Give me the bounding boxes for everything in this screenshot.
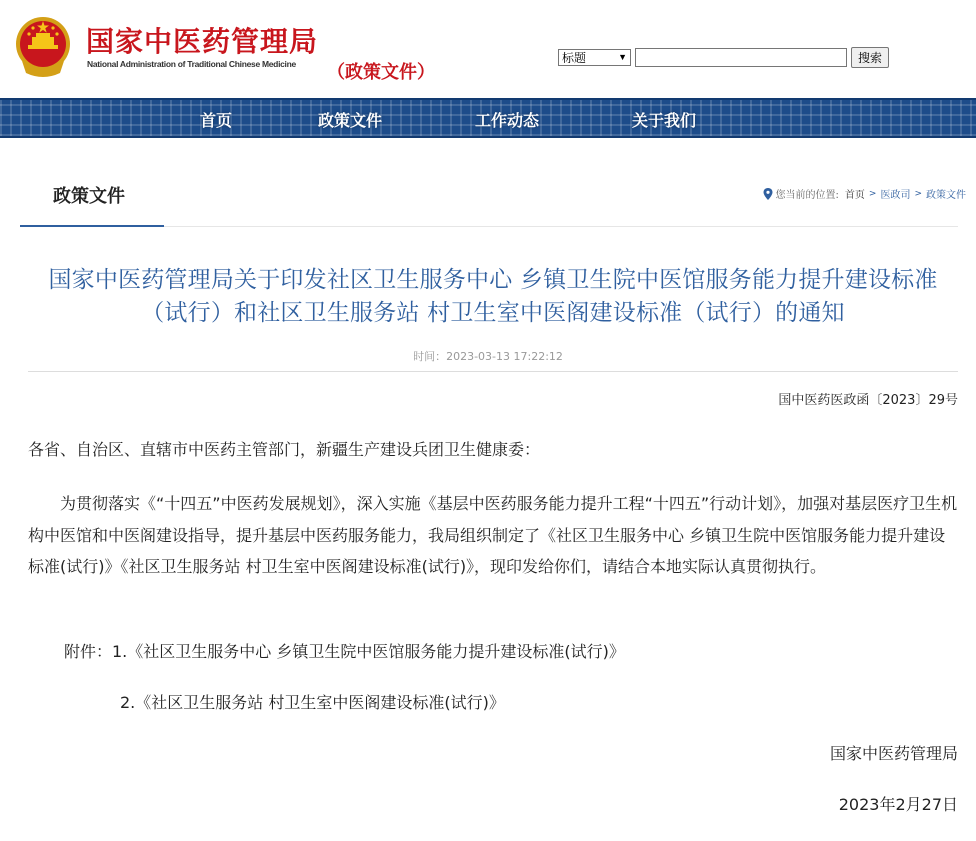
breadcrumb-prefix: 您当前的位置: xyxy=(775,190,839,201)
search-button[interactable]: 搜索 xyxy=(851,47,889,68)
chevron-right-icon: > xyxy=(868,188,877,199)
breadcrumb-department[interactable]: 医政司 xyxy=(880,190,911,201)
search-input[interactable] xyxy=(635,48,847,67)
nav-item-home[interactable]: 首页 xyxy=(200,111,233,130)
section-tab-underline xyxy=(20,225,164,227)
breadcrumb-home[interactable]: 首页 xyxy=(844,190,865,201)
article-time: 时间：2023-03-13 17:22:12 xyxy=(413,350,563,363)
main-nav xyxy=(0,98,976,138)
breadcrumb-current[interactable]: 政策文件 xyxy=(926,190,966,201)
section-tab[interactable]: 政策文件 xyxy=(53,186,125,207)
nav-item-policy[interactable]: 政策文件 xyxy=(318,111,383,130)
search-field-select[interactable] xyxy=(558,49,631,66)
attachment-2: 2.《社区卫生服务站 村卫生室中医阁建设标准(试行)》 xyxy=(120,693,505,712)
breadcrumb xyxy=(763,186,966,201)
article-divider xyxy=(28,371,958,372)
section-tag: （政策文件） xyxy=(327,62,435,83)
sign-date: 2023年2月27日 xyxy=(838,795,958,814)
nav-item-work-news[interactable]: 工作动态 xyxy=(475,111,540,130)
chevron-down-icon: ▼ xyxy=(618,52,627,62)
signer: 国家中医药管理局 xyxy=(829,744,958,763)
nav-item-about[interactable]: 关于我们 xyxy=(632,111,697,130)
body-paragraph: 为贯彻落实《“十四五”中医药发展规划》，深入实施《基层中医药服务能力提升工程“十四五”行动计划》，加强对基层医疗卫生机构中医馆和中医阁建设指导，提升基层中医药服务能力，我局组织制定了《社区卫生服务中心 乡镇卫生院中医馆服务能力提升建设标准(试行)》《社区卫生服务站 村卫生室中医阁建设标准(试行)》，现印发给你们，请结合本地实际认真贯彻执行。 xyxy=(28,494,958,576)
search-field-value: 标题 xyxy=(562,51,587,65)
salutation: 各省、自治区、直辖市中医药主管部门，新疆生产建设兵团卫生健康委： xyxy=(28,440,541,459)
location-pin-icon xyxy=(763,188,773,200)
article-title: 国家中医药管理局关于印发社区卫生服务中心 乡镇卫生院中医馆服务能力提升建设标准（试行）和社区卫生服务站 村卫生室中医阁建设标准（试行）的通知 xyxy=(48,267,938,326)
national-emblem-icon[interactable] xyxy=(14,15,72,77)
site-title: 国家中医药管理局 xyxy=(86,25,319,58)
document-number: 国中医药医政函〔2023〕29号 xyxy=(778,393,958,408)
site-subtitle: National Administration of Traditional Chinese Medicine xyxy=(87,59,296,69)
site-header xyxy=(0,0,976,98)
chevron-right-icon: > xyxy=(914,188,922,199)
attachment-1: 附件：1.《社区卫生服务中心 乡镇卫生院中医馆服务能力提升建设标准(试行)》 xyxy=(64,642,625,661)
section-divider xyxy=(164,226,958,227)
